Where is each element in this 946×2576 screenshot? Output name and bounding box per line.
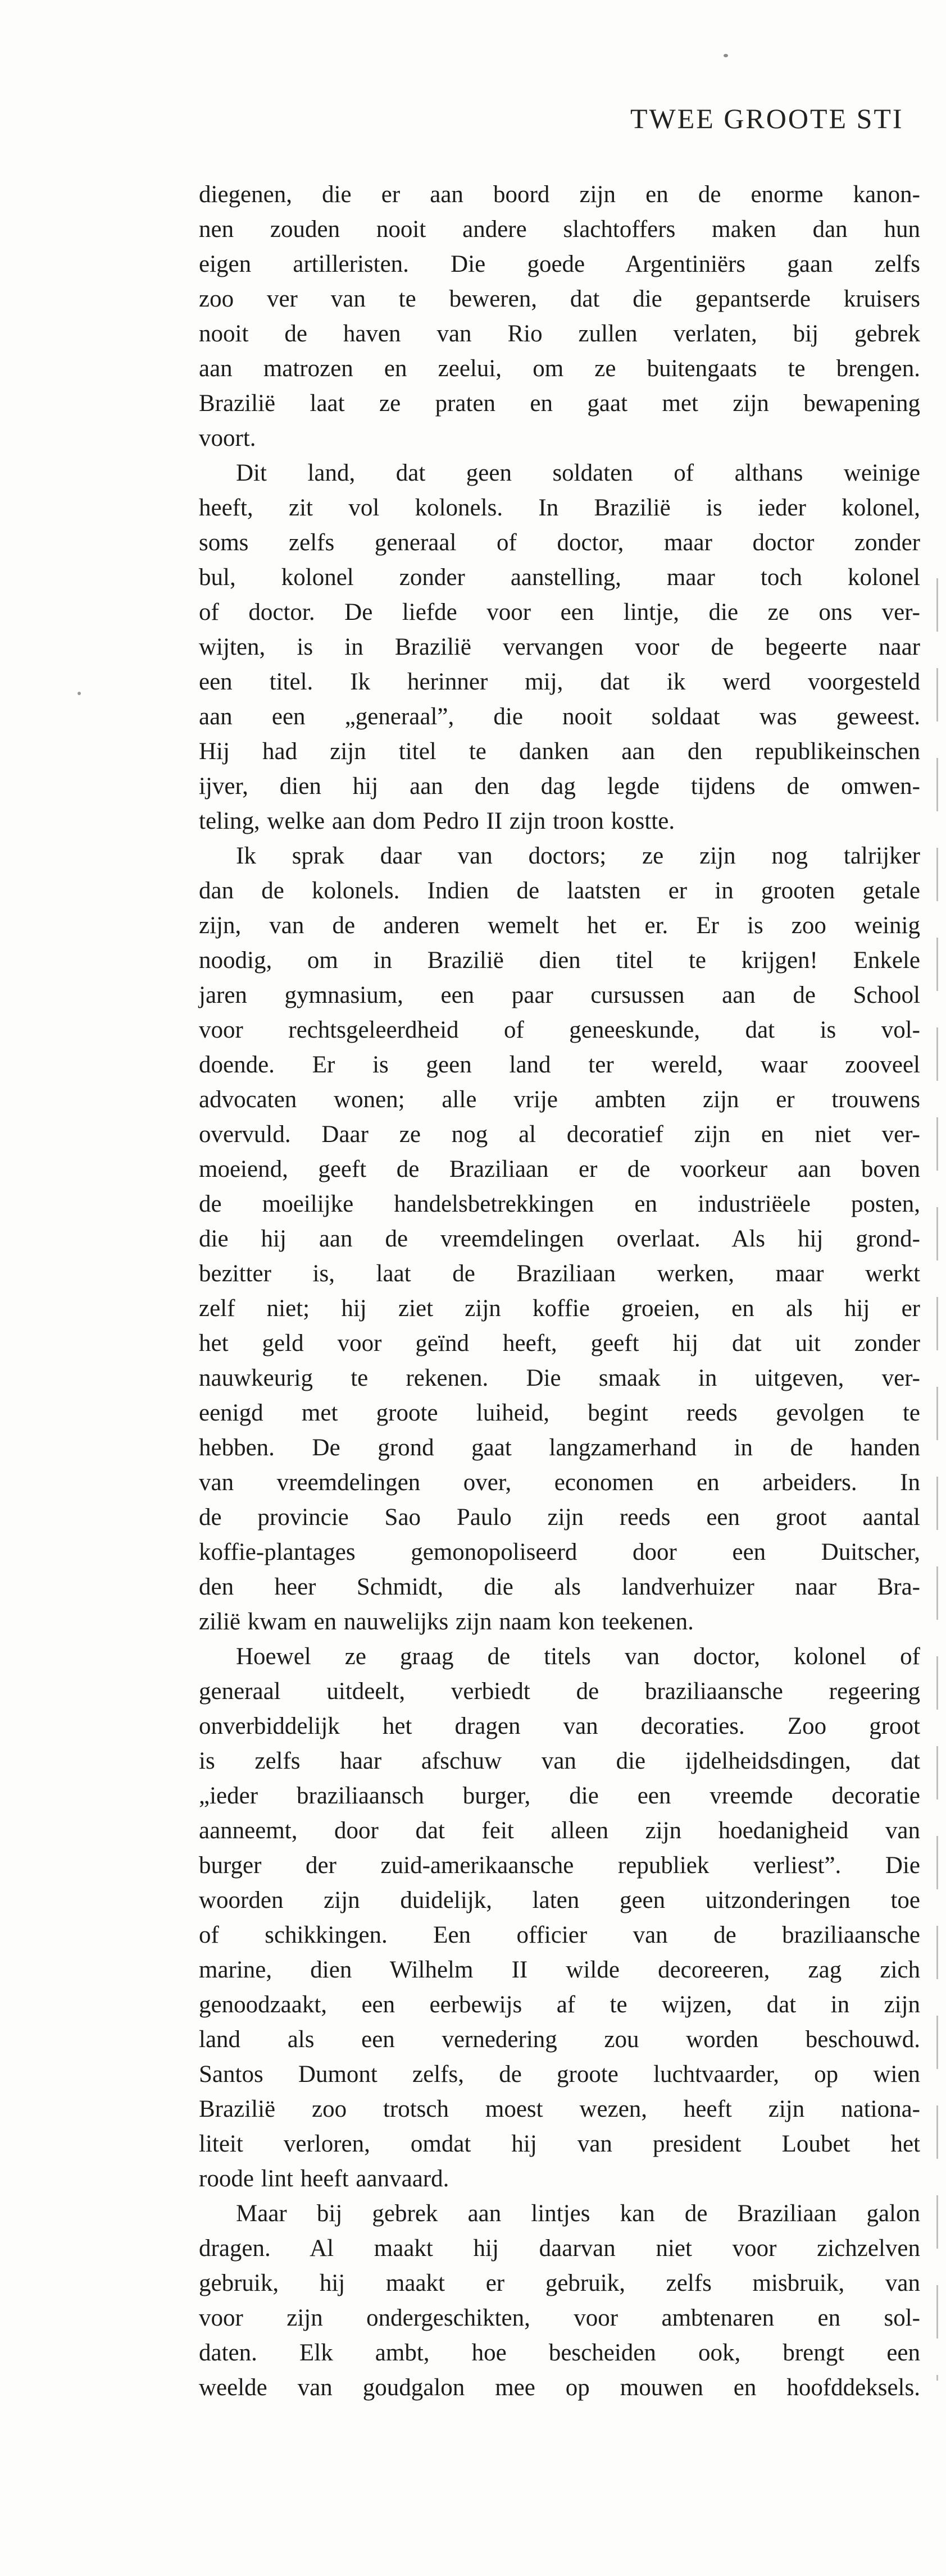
paragraph (199, 839, 920, 1639)
text-line: soms zelfs generaal of doctor, maar doctor zonder (199, 529, 920, 556)
paragraph (199, 1639, 920, 2196)
text-line: Maar bij gebrek aan lintjes kan de Braziliaan galon (236, 2200, 920, 2227)
text-line: het geld voor geïnd heeft, geeft hij dat uit zonder (199, 1330, 920, 1356)
text-line: de moeilijke handelsbetrekkingen en industriëele posten, (199, 1191, 920, 1217)
text-line: de provincie Sao Paulo zijn reeds een groot aantal (199, 1504, 920, 1531)
text-line: Santos Dumont zelfs, de groote luchtvaarder, op wien (199, 2061, 920, 2088)
text-line: aan een „generaal”, die nooit soldaat was geweest. (199, 704, 920, 730)
text-line: Brazilië laat ze praten en gaat met zijn bewapening (199, 390, 920, 417)
text-line: Brazilië zoo trotsch moest wezen, heeft zijn nationa- (199, 2096, 920, 2122)
text-line: Ik sprak daar van doctors; ze zijn nog talrijker (236, 843, 920, 869)
paragraph (199, 177, 920, 456)
text-line: of doctor. De liefde voor een lintje, die ze ons ver- (199, 599, 920, 625)
text-line: bezitter is, laat de Braziliaan werken, maar werkt (199, 1260, 920, 1287)
text-line: Hij had zijn titel te danken aan den republikeinschen (199, 738, 920, 765)
text-line: „ieder braziliaansch burger, die een vreemde decoratie (199, 1783, 920, 1809)
text-line: dragen. Al maakt hij daarvan niet voor zichzelven (199, 2235, 920, 2262)
text-line: marine, dien Wilhelm II wilde decoreeren, zag zich (199, 1957, 920, 1983)
text-line: zilië kwam en nauwelijks zijn naam kon teekenen. (199, 1609, 694, 1635)
text-line: teling, welke aan dom Pedro II zijn troon kostte. (199, 808, 675, 834)
page-artifact-speck (78, 692, 81, 695)
text-line: eenigd met groote luiheid, begint reeds gevolgen te (199, 1400, 920, 1426)
text-line: nooit de haven van Rio zullen verlaten, bij gebrek (199, 321, 920, 347)
text-line: aanneemt, door dat feit alleen zijn hoedanigheid van (199, 1817, 920, 1844)
text-line: Hoewel ze graag de titels van doctor, kolonel of (236, 1643, 920, 1670)
running-header: TWEE GROOTE STI (630, 103, 904, 134)
text-line: advocaten wonen; alle vrije ambten zijn er trouwens (199, 1086, 920, 1113)
text-line: ijver, dien hij aan den dag legde tijdens de omwen- (199, 773, 920, 800)
text-line: zoo ver van te beweren, dat die gepantserde kruisers (199, 286, 920, 312)
text-line: weelde van goudgalon mee op mouwen en hoofddeksels. (199, 2374, 920, 2401)
text-line: hebben. De grond gaat langzamerhand in de handen (199, 1435, 920, 1461)
text-line: jaren gymnasium, een paar cursussen aan de School (199, 982, 920, 1008)
text-line: moeiend, geeft de Braziliaan er de voorkeur aan boven (199, 1156, 920, 1182)
paragraph (199, 456, 920, 839)
text-block (199, 177, 920, 2405)
text-line: een titel. Ik herinner mij, dat ik werd voorgesteld (199, 669, 920, 695)
text-line: zelf niet; hij ziet zijn koffie groeien, en als hij er (199, 1295, 920, 1322)
paragraph (199, 2196, 920, 2405)
text-line: burger der zuid-amerikaansche republiek verliest”. Die (199, 1852, 920, 1879)
text-line: daten. Elk ambt, hoe bescheiden ook, brengt een (199, 2340, 920, 2366)
text-line: noodig, om in Brazilië dien titel te krijgen! Enkele (199, 947, 920, 974)
text-line: of schikkingen. Een officier van de braziliaansche (199, 1922, 920, 1948)
text-line: wijten, is in Brazilië vervangen voor de begeerte naar (199, 634, 920, 660)
text-line: diegenen, die er aan boord zijn en de enorme kanon- (199, 181, 920, 208)
text-line: land als een vernedering zou worden beschouwd. (199, 2026, 920, 2053)
text-line: roode lint heeft aanvaard. (199, 2166, 449, 2192)
text-line: Dit land, dat geen soldaten of althans weinige (236, 460, 920, 486)
text-line: die hij aan de vreemdelingen overlaat. Als hij grond- (199, 1226, 920, 1252)
text-line: voor zijn ondergeschikten, voor ambtenaren en sol- (199, 2305, 920, 2331)
text-line: voort. (199, 425, 256, 451)
text-line: eigen artilleristen. Die goede Argentiniërs gaan zelfs (199, 251, 920, 277)
text-line: doende. Er is geen land ter wereld, waar zooveel (199, 1052, 920, 1078)
text-line: nen zouden nooit andere slachtoffers maken dan hun (199, 216, 920, 243)
text-line: aan matrozen en zeelui, om ze buitengaats te brengen. (199, 355, 920, 382)
text-line: genoodzaakt, een eerbewijs af te wijzen, dat in zijn (199, 1992, 920, 2018)
text-line: den heer Schmidt, die als landverhuizer naar Bra- (199, 1574, 920, 1600)
text-line: gebruik, hij maakt er gebruik, zelfs misbruik, van (199, 2270, 920, 2296)
text-line: onverbiddelijk het dragen van decoraties. Zoo groot (199, 1713, 920, 1739)
text-line: zijn, van de anderen wemelt het er. Er is zoo weinig (199, 912, 920, 939)
text-line: van vreemdelingen over, economen en arbeiders. In (199, 1469, 920, 1496)
page-edge-artifact (936, 578, 938, 2381)
text-line: nauwkeurig te rekenen. Die smaak in uitgeven, ver- (199, 1365, 920, 1391)
text-line: koffie-plantages gemonopoliseerd door een Duitscher, (199, 1539, 920, 1565)
text-line: voor rechtsgeleerdheid of geneeskunde, dat is vol- (199, 1017, 920, 1043)
text-line: is zelfs haar afschuw van die ijdelheidsdingen, dat (199, 1748, 920, 1774)
text-line: liteit verloren, omdat hij van president Loubet het (199, 2131, 920, 2157)
text-line: heeft, zit vol kolonels. In Brazilië is ieder kolonel, (199, 495, 920, 521)
text-line: bul, kolonel zonder aanstelling, maar toch kolonel (199, 564, 920, 591)
text-line: dan de kolonels. Indien de laatsten er in grooten getale (199, 878, 920, 904)
text-line: woorden zijn duidelijk, laten geen uitzonderingen toe (199, 1887, 920, 1913)
text-line: generaal uitdeelt, verbiedt de braziliaansche regeering (199, 1678, 920, 1705)
page-artifact-dot (724, 54, 728, 57)
text-line: overvuld. Daar ze nog al decoratief zijn en niet ver- (199, 1121, 920, 1148)
